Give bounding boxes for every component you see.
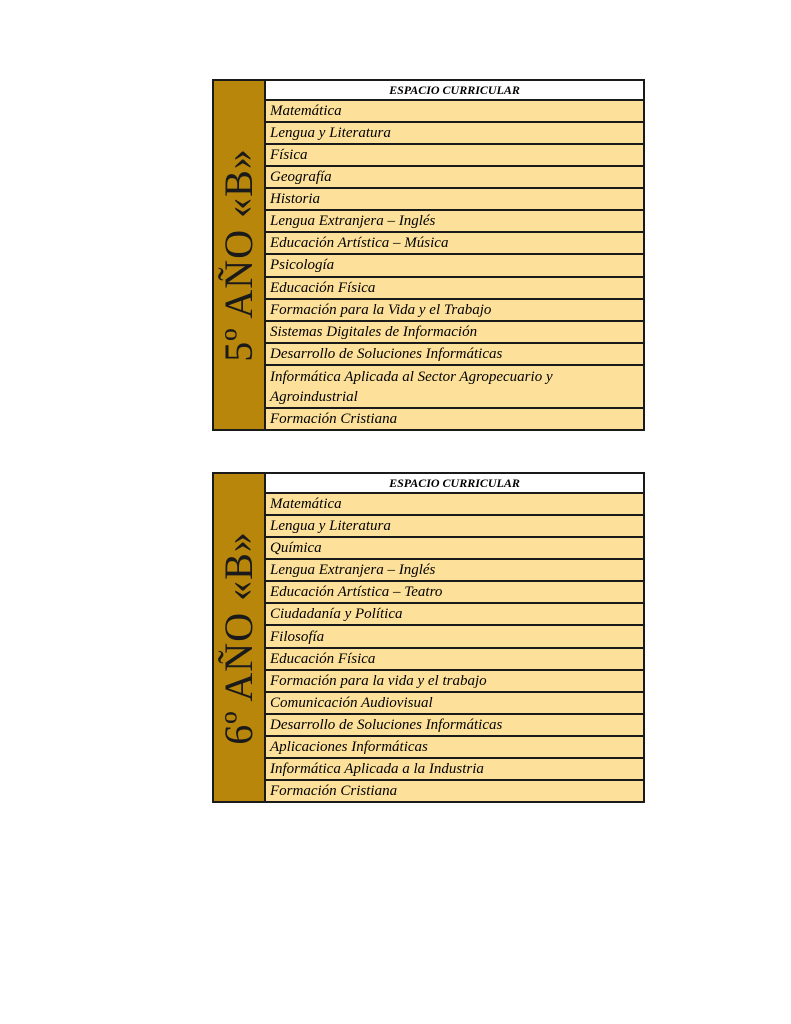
subject-row: Desarrollo de Soluciones Informáticas — [266, 715, 643, 737]
subject-row: Educación Física — [266, 278, 643, 300]
subject-row: Informática Aplicada al Sector Agropecuario y Agroindustrial — [266, 366, 643, 409]
subjects-table — [266, 81, 643, 429]
subject-row: Psicología — [266, 255, 643, 277]
subject-row: Ciudadanía y Política — [266, 604, 643, 626]
subject-row: Química — [266, 538, 643, 560]
subject-row: Geografía — [266, 167, 643, 189]
subject-row: Educación Artística – Música — [266, 233, 643, 255]
subjects-table — [266, 474, 643, 801]
subject-row: Formación para la vida y el trabajo — [266, 671, 643, 693]
subject-row: Lengua Extranjera – Inglés — [266, 211, 643, 233]
table-header: ESPACIO CURRICULAR — [266, 81, 643, 101]
subject-row: Lengua Extranjera – Inglés — [266, 560, 643, 582]
subject-row: Física — [266, 145, 643, 167]
subject-row: Informática Aplicada a la Industria — [266, 759, 643, 781]
year-band — [214, 81, 266, 429]
subject-row: Aplicaciones Informáticas — [266, 737, 643, 759]
subject-row: Desarrollo de Soluciones Informáticas — [266, 344, 643, 366]
subject-row: Historia — [266, 189, 643, 211]
year-label: 6º AÑO «B» — [216, 530, 261, 745]
curriculum-table-5-ano-b — [212, 79, 645, 431]
year-band — [214, 474, 266, 801]
subject-row: Educación Artística – Teatro — [266, 582, 643, 604]
year-label: 5º AÑO «B» — [216, 148, 261, 362]
table-header: ESPACIO CURRICULAR — [266, 474, 643, 494]
subject-row: Matemática — [266, 494, 643, 516]
subject-row: Comunicación Audiovisual — [266, 693, 643, 715]
subject-row: Sistemas Digitales de Información — [266, 322, 643, 344]
subject-row: Formación para la Vida y el Trabajo — [266, 300, 643, 322]
subject-row: Filosofía — [266, 626, 643, 648]
curriculum-table-6-ano-b — [212, 472, 645, 803]
subject-row: Formación Cristiana — [266, 409, 643, 429]
subject-row: Lengua y Literatura — [266, 516, 643, 538]
subject-row: Formación Cristiana — [266, 781, 643, 801]
subject-row: Lengua y Literatura — [266, 123, 643, 145]
subject-row: Matemática — [266, 101, 643, 123]
subject-row: Educación Física — [266, 649, 643, 671]
